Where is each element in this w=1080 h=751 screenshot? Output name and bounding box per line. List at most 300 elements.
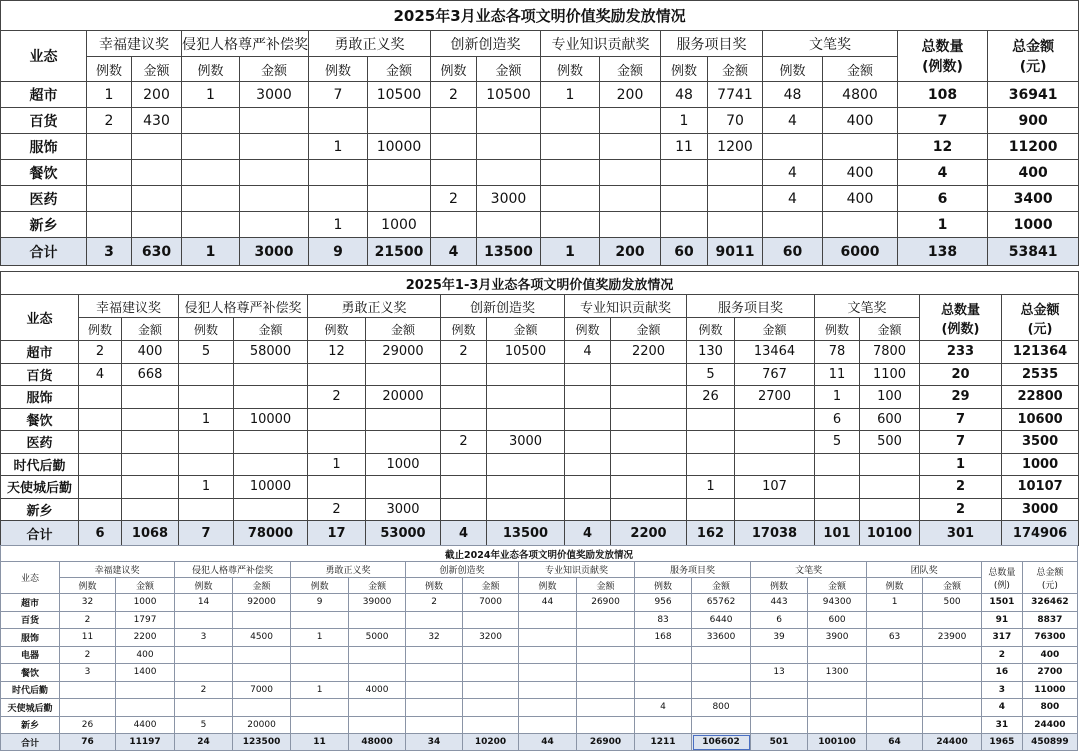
count-subheader: 例数 bbox=[687, 318, 735, 341]
award-header: 文笔奖 bbox=[751, 562, 867, 578]
count-cell bbox=[867, 699, 923, 717]
amount-cell bbox=[611, 408, 687, 431]
count-cell bbox=[431, 108, 477, 134]
amount-cell bbox=[487, 386, 565, 409]
table-title: 截止2024年业态各项文明价值奖励发放情况 bbox=[1, 546, 1078, 562]
table-row bbox=[1, 160, 1079, 186]
total-count-cell: 16 bbox=[982, 664, 1023, 682]
award-header: 创新创造奖 bbox=[441, 295, 565, 318]
amount-cell bbox=[122, 498, 179, 521]
table-row bbox=[1, 664, 1078, 682]
count-cell: 44 bbox=[519, 734, 577, 751]
total-count-cell: 3 bbox=[982, 681, 1023, 699]
total-amount-cell: 2700 bbox=[1022, 664, 1077, 682]
amount-cell bbox=[349, 646, 406, 664]
count-cell: 3 bbox=[87, 238, 132, 266]
total-amount-cell: 174906 bbox=[1002, 521, 1079, 546]
amount-cell: 92000 bbox=[233, 594, 291, 612]
amount-cell: 4000 bbox=[349, 681, 406, 699]
total-count-cell: 7 bbox=[920, 431, 1002, 454]
amount-cell: 17038 bbox=[735, 521, 815, 546]
count-cell bbox=[815, 453, 860, 476]
total-amount-cell: 800 bbox=[1022, 699, 1077, 717]
award-header: 侵犯人格尊严补偿奖 bbox=[175, 562, 291, 578]
total-amount-cell: 121364 bbox=[1002, 341, 1079, 364]
count-cell: 2 bbox=[441, 431, 487, 454]
count-cell: 7 bbox=[309, 82, 368, 108]
count-cell bbox=[182, 134, 240, 160]
count-cell bbox=[763, 134, 823, 160]
count-subheader: 例数 bbox=[179, 318, 234, 341]
amount-cell bbox=[735, 408, 815, 431]
count-cell: 60 bbox=[763, 238, 823, 266]
amount-cell bbox=[735, 498, 815, 521]
amount-cell: 4400 bbox=[116, 716, 175, 734]
sector-header: 业态 bbox=[1, 295, 79, 341]
count-cell bbox=[751, 699, 808, 717]
count-cell bbox=[867, 611, 923, 629]
amount-cell bbox=[611, 498, 687, 521]
count-cell: 12 bbox=[308, 341, 366, 364]
count-cell: 2 bbox=[441, 341, 487, 364]
count-cell bbox=[661, 186, 708, 212]
total-amount-cell: 76300 bbox=[1022, 629, 1077, 647]
amount-cell: 20000 bbox=[366, 386, 441, 409]
amount-cell: 3000 bbox=[487, 431, 565, 454]
amount-cell bbox=[240, 108, 309, 134]
table-row bbox=[1, 453, 1079, 476]
amount-subheader: 金额 bbox=[368, 57, 431, 82]
count-subheader: 例数 bbox=[175, 578, 233, 594]
total-amount-cell: 11200 bbox=[988, 134, 1079, 160]
sector-cell: 超市 bbox=[1, 82, 87, 108]
amount-cell: 26900 bbox=[577, 734, 635, 751]
amount-cell bbox=[923, 681, 982, 699]
count-cell: 26 bbox=[687, 386, 735, 409]
amount-cell bbox=[463, 681, 519, 699]
count-cell: 2 bbox=[87, 108, 132, 134]
table-row bbox=[1, 611, 1078, 629]
amount-cell bbox=[132, 186, 182, 212]
amount-cell bbox=[368, 108, 431, 134]
amount-cell bbox=[366, 431, 441, 454]
count-cell: 1 bbox=[182, 82, 240, 108]
count-cell: 48 bbox=[763, 82, 823, 108]
award-header: 专业知识贡献奖 bbox=[541, 31, 661, 57]
amount-cell bbox=[708, 212, 763, 238]
count-cell: 1 bbox=[87, 82, 132, 108]
count-cell: 1 bbox=[179, 408, 234, 431]
amount-cell: 600 bbox=[860, 408, 920, 431]
count-cell: 5 bbox=[175, 716, 233, 734]
count-cell bbox=[431, 134, 477, 160]
count-subheader: 例数 bbox=[815, 318, 860, 341]
count-cell: 101 bbox=[815, 521, 860, 546]
amount-cell bbox=[487, 363, 565, 386]
amount-cell bbox=[600, 134, 661, 160]
amount-cell bbox=[692, 646, 751, 664]
amount-cell: 3000 bbox=[240, 238, 309, 266]
sector-header: 业态 bbox=[1, 562, 60, 594]
sector-cell: 新乡 bbox=[1, 716, 60, 734]
count-cell bbox=[541, 134, 600, 160]
table-row bbox=[1, 212, 1079, 238]
amount-cell bbox=[611, 453, 687, 476]
amount-cell bbox=[692, 664, 751, 682]
amount-cell bbox=[735, 431, 815, 454]
total-amount-cell: 1000 bbox=[988, 212, 1079, 238]
count-subheader: 例数 bbox=[79, 318, 122, 341]
award-header: 专业知识贡献奖 bbox=[519, 562, 635, 578]
amount-cell: 10100 bbox=[860, 521, 920, 546]
total-amount-cell: 53841 bbox=[988, 238, 1079, 266]
sector-cell: 电器 bbox=[1, 646, 60, 664]
count-cell: 2 bbox=[60, 611, 116, 629]
amount-cell bbox=[577, 699, 635, 717]
count-cell bbox=[431, 212, 477, 238]
total-amount-header: 总金额 (元) bbox=[1002, 295, 1079, 341]
amount-cell bbox=[477, 212, 541, 238]
count-cell bbox=[635, 716, 692, 734]
amount-cell bbox=[600, 108, 661, 134]
amount-cell: 13464 bbox=[735, 341, 815, 364]
count-subheader: 例数 bbox=[763, 57, 823, 82]
count-cell bbox=[291, 716, 349, 734]
amount-subheader: 金额 bbox=[366, 318, 441, 341]
count-subheader: 例数 bbox=[635, 578, 692, 594]
amount-subheader: 金额 bbox=[122, 318, 179, 341]
amount-cell: 65762 bbox=[692, 594, 751, 612]
amount-cell bbox=[611, 476, 687, 499]
total-amount-cell: 400 bbox=[1022, 646, 1077, 664]
amount-cell bbox=[122, 408, 179, 431]
count-cell: 2 bbox=[308, 386, 366, 409]
amount-cell: 3000 bbox=[240, 82, 309, 108]
total-amount-cell: 2535 bbox=[1002, 363, 1079, 386]
count-cell: 1 bbox=[661, 108, 708, 134]
count-cell bbox=[60, 681, 116, 699]
amount-cell bbox=[368, 186, 431, 212]
count-cell bbox=[687, 408, 735, 431]
total-count-cell: 91 bbox=[982, 611, 1023, 629]
total-amount-cell: 3000 bbox=[1002, 498, 1079, 521]
amount-subheader: 金额 bbox=[233, 578, 291, 594]
count-cell: 3 bbox=[60, 664, 116, 682]
total-amount-cell: 450899 bbox=[1022, 734, 1077, 751]
count-cell bbox=[519, 664, 577, 682]
count-cell bbox=[291, 646, 349, 664]
amount-cell: 23900 bbox=[923, 629, 982, 647]
count-subheader: 例数 bbox=[309, 57, 368, 82]
count-cell: 2 bbox=[60, 646, 116, 664]
amount-cell: 94300 bbox=[808, 594, 867, 612]
cumulative-award-table bbox=[0, 545, 1078, 751]
amount-cell: 430 bbox=[132, 108, 182, 134]
sector-cell: 服饰 bbox=[1, 134, 87, 160]
award-header: 幸福建议奖 bbox=[79, 295, 179, 318]
total-count-cell: 7 bbox=[898, 108, 988, 134]
amount-subheader: 金额 bbox=[487, 318, 565, 341]
amount-cell bbox=[577, 629, 635, 647]
amount-cell bbox=[477, 134, 541, 160]
amount-cell: 1200 bbox=[708, 134, 763, 160]
total-row bbox=[1, 734, 1078, 751]
count-cell bbox=[308, 363, 366, 386]
count-cell bbox=[87, 186, 132, 212]
sector-cell: 百货 bbox=[1, 611, 60, 629]
count-cell bbox=[309, 186, 368, 212]
amount-cell bbox=[463, 664, 519, 682]
count-cell: 1 bbox=[308, 453, 366, 476]
amount-cell bbox=[860, 453, 920, 476]
amount-cell: 24400 bbox=[923, 734, 982, 751]
count-subheader: 例数 bbox=[87, 57, 132, 82]
count-cell: 48 bbox=[661, 82, 708, 108]
count-subheader: 例数 bbox=[519, 578, 577, 594]
amount-cell: 7000 bbox=[463, 594, 519, 612]
amount-cell: 10500 bbox=[487, 341, 565, 364]
amount-cell bbox=[692, 716, 751, 734]
amount-cell: 100100 bbox=[808, 734, 867, 751]
count-cell bbox=[763, 212, 823, 238]
count-cell: 1 bbox=[309, 212, 368, 238]
count-cell: 11 bbox=[60, 629, 116, 647]
sector-cell: 合计 bbox=[1, 734, 60, 751]
count-cell bbox=[751, 716, 808, 734]
count-cell: 24 bbox=[175, 734, 233, 751]
amount-cell bbox=[366, 363, 441, 386]
amount-cell: 13500 bbox=[487, 521, 565, 546]
table-row bbox=[1, 431, 1079, 454]
count-cell: 32 bbox=[60, 594, 116, 612]
amount-cell bbox=[116, 681, 175, 699]
amount-subheader: 金额 bbox=[860, 318, 920, 341]
amount-cell bbox=[860, 498, 920, 521]
total-count-cell: 2 bbox=[920, 498, 1002, 521]
count-cell: 4 bbox=[763, 160, 823, 186]
amount-cell: 3000 bbox=[366, 498, 441, 521]
amount-cell bbox=[487, 498, 565, 521]
count-cell bbox=[87, 134, 132, 160]
award-header: 勇敢正义奖 bbox=[308, 295, 441, 318]
amount-cell: 4800 bbox=[823, 82, 898, 108]
quarterly-award-table bbox=[0, 271, 1078, 546]
count-cell bbox=[751, 681, 808, 699]
amount-cell bbox=[923, 699, 982, 717]
amount-cell: 500 bbox=[860, 431, 920, 454]
amount-cell bbox=[923, 716, 982, 734]
table-title: 2025年3月业态各项文明价值奖励发放情况 bbox=[1, 1, 1079, 31]
total-amount-cell: 10107 bbox=[1002, 476, 1079, 499]
count-cell: 1 bbox=[179, 476, 234, 499]
amount-cell bbox=[487, 453, 565, 476]
count-cell bbox=[441, 408, 487, 431]
total-amount-cell: 326462 bbox=[1022, 594, 1077, 612]
total-count-cell: 4 bbox=[898, 160, 988, 186]
sector-cell: 百货 bbox=[1, 108, 87, 134]
count-cell: 443 bbox=[751, 594, 808, 612]
sector-cell: 服饰 bbox=[1, 629, 60, 647]
amount-cell bbox=[611, 363, 687, 386]
amount-cell: 600 bbox=[808, 611, 867, 629]
monthly-award-table bbox=[0, 0, 1078, 266]
sector-cell: 合计 bbox=[1, 521, 79, 546]
amount-cell: 668 bbox=[122, 363, 179, 386]
amount-cell: 10500 bbox=[477, 82, 541, 108]
amount-cell: 3000 bbox=[477, 186, 541, 212]
total-count-cell: 138 bbox=[898, 238, 988, 266]
amount-cell: 10000 bbox=[234, 476, 308, 499]
amount-subheader: 金额 bbox=[240, 57, 309, 82]
count-cell: 3 bbox=[175, 629, 233, 647]
amount-cell: 123500 bbox=[233, 734, 291, 751]
award-header: 幸福建议奖 bbox=[60, 562, 175, 578]
amount-cell: 200 bbox=[132, 82, 182, 108]
count-cell: 78 bbox=[815, 341, 860, 364]
amount-cell bbox=[234, 431, 308, 454]
total-count-cell: 7 bbox=[920, 408, 1002, 431]
count-cell bbox=[519, 611, 577, 629]
count-cell: 1 bbox=[291, 629, 349, 647]
award-header: 勇敢正义奖 bbox=[291, 562, 406, 578]
amount-cell: 500 bbox=[923, 594, 982, 612]
count-subheader: 例数 bbox=[441, 318, 487, 341]
amount-cell bbox=[122, 431, 179, 454]
count-cell: 4 bbox=[635, 699, 692, 717]
amount-cell bbox=[463, 716, 519, 734]
amount-cell: 3900 bbox=[808, 629, 867, 647]
count-cell bbox=[541, 212, 600, 238]
amount-cell bbox=[808, 716, 867, 734]
amount-cell: 1797 bbox=[116, 611, 175, 629]
amount-cell: 400 bbox=[823, 186, 898, 212]
total-count-cell: 12 bbox=[898, 134, 988, 160]
count-cell: 130 bbox=[687, 341, 735, 364]
count-cell: 76 bbox=[60, 734, 116, 751]
amount-cell bbox=[122, 476, 179, 499]
amount-subheader: 金额 bbox=[923, 578, 982, 594]
count-cell bbox=[179, 431, 234, 454]
amount-cell: 7000 bbox=[233, 681, 291, 699]
amount-subheader: 金额 bbox=[463, 578, 519, 594]
total-row bbox=[1, 521, 1079, 546]
count-cell bbox=[182, 160, 240, 186]
amount-cell bbox=[234, 386, 308, 409]
amount-cell: 767 bbox=[735, 363, 815, 386]
amount-cell bbox=[234, 498, 308, 521]
count-cell: 2 bbox=[79, 341, 122, 364]
count-cell: 6 bbox=[79, 521, 122, 546]
award-header: 团队奖 bbox=[867, 562, 982, 578]
sector-cell: 新乡 bbox=[1, 498, 79, 521]
count-cell: 2 bbox=[175, 681, 233, 699]
amount-cell bbox=[577, 611, 635, 629]
amount-cell bbox=[577, 646, 635, 664]
award-header: 专业知识贡献奖 bbox=[565, 295, 687, 318]
amount-cell: 7800 bbox=[860, 341, 920, 364]
amount-cell: 400 bbox=[823, 108, 898, 134]
total-amount-cell: 8837 bbox=[1022, 611, 1077, 629]
amount-cell: 2200 bbox=[116, 629, 175, 647]
sector-cell: 时代后勤 bbox=[1, 681, 60, 699]
amount-cell bbox=[808, 646, 867, 664]
count-cell bbox=[441, 476, 487, 499]
count-cell: 5 bbox=[815, 431, 860, 454]
amount-cell: 1100 bbox=[860, 363, 920, 386]
amount-cell bbox=[600, 212, 661, 238]
amount-cell: 13500 bbox=[477, 238, 541, 266]
amount-cell bbox=[463, 611, 519, 629]
amount-subheader: 金额 bbox=[808, 578, 867, 594]
count-cell bbox=[635, 664, 692, 682]
count-cell bbox=[687, 498, 735, 521]
count-cell: 14 bbox=[175, 594, 233, 612]
amount-cell: 1000 bbox=[366, 453, 441, 476]
amount-cell bbox=[349, 699, 406, 717]
count-cell bbox=[79, 408, 122, 431]
amount-cell bbox=[487, 476, 565, 499]
total-amount-cell: 900 bbox=[988, 108, 1079, 134]
amount-cell bbox=[611, 386, 687, 409]
amount-cell bbox=[116, 699, 175, 717]
count-subheader: 例数 bbox=[541, 57, 600, 82]
count-subheader: 例数 bbox=[751, 578, 808, 594]
count-cell bbox=[867, 664, 923, 682]
amount-cell: 70 bbox=[708, 108, 763, 134]
amount-cell: 200 bbox=[600, 238, 661, 266]
amount-cell: 1000 bbox=[116, 594, 175, 612]
count-cell bbox=[541, 160, 600, 186]
count-cell: 4 bbox=[441, 521, 487, 546]
sector-cell: 餐饮 bbox=[1, 408, 79, 431]
total-count-header: 总数量 (例数) bbox=[898, 31, 988, 82]
count-cell bbox=[519, 716, 577, 734]
table-through-2024 bbox=[0, 545, 1078, 751]
count-cell: 7 bbox=[179, 521, 234, 546]
count-cell: 1 bbox=[815, 386, 860, 409]
count-cell bbox=[406, 716, 463, 734]
count-cell bbox=[406, 681, 463, 699]
total-count-cell: 29 bbox=[920, 386, 1002, 409]
count-cell: 32 bbox=[406, 629, 463, 647]
total-count-cell: 1 bbox=[920, 453, 1002, 476]
table-title: 2025年1-3月业态各项文明价值奖励发放情况 bbox=[1, 272, 1079, 295]
amount-cell bbox=[366, 476, 441, 499]
table-row bbox=[1, 341, 1079, 364]
amount-cell: 33600 bbox=[692, 629, 751, 647]
amount-cell bbox=[122, 386, 179, 409]
count-cell: 1 bbox=[182, 238, 240, 266]
amount-cell bbox=[808, 681, 867, 699]
count-cell: 4 bbox=[565, 521, 611, 546]
total-count-cell: 2 bbox=[982, 646, 1023, 664]
amount-subheader: 金额 bbox=[600, 57, 661, 82]
amount-cell bbox=[132, 212, 182, 238]
amount-cell bbox=[240, 160, 309, 186]
amount-cell: 10200 bbox=[463, 734, 519, 751]
total-count-cell: 1 bbox=[898, 212, 988, 238]
amount-cell: 630 bbox=[132, 238, 182, 266]
amount-cell bbox=[477, 160, 541, 186]
amount-cell: 10000 bbox=[368, 134, 431, 160]
count-cell bbox=[406, 664, 463, 682]
award-header: 幸福建议奖 bbox=[87, 31, 182, 57]
count-cell bbox=[291, 699, 349, 717]
count-cell: 5 bbox=[179, 341, 234, 364]
count-cell bbox=[815, 498, 860, 521]
sector-cell: 服饰 bbox=[1, 386, 79, 409]
table-row bbox=[1, 186, 1079, 212]
